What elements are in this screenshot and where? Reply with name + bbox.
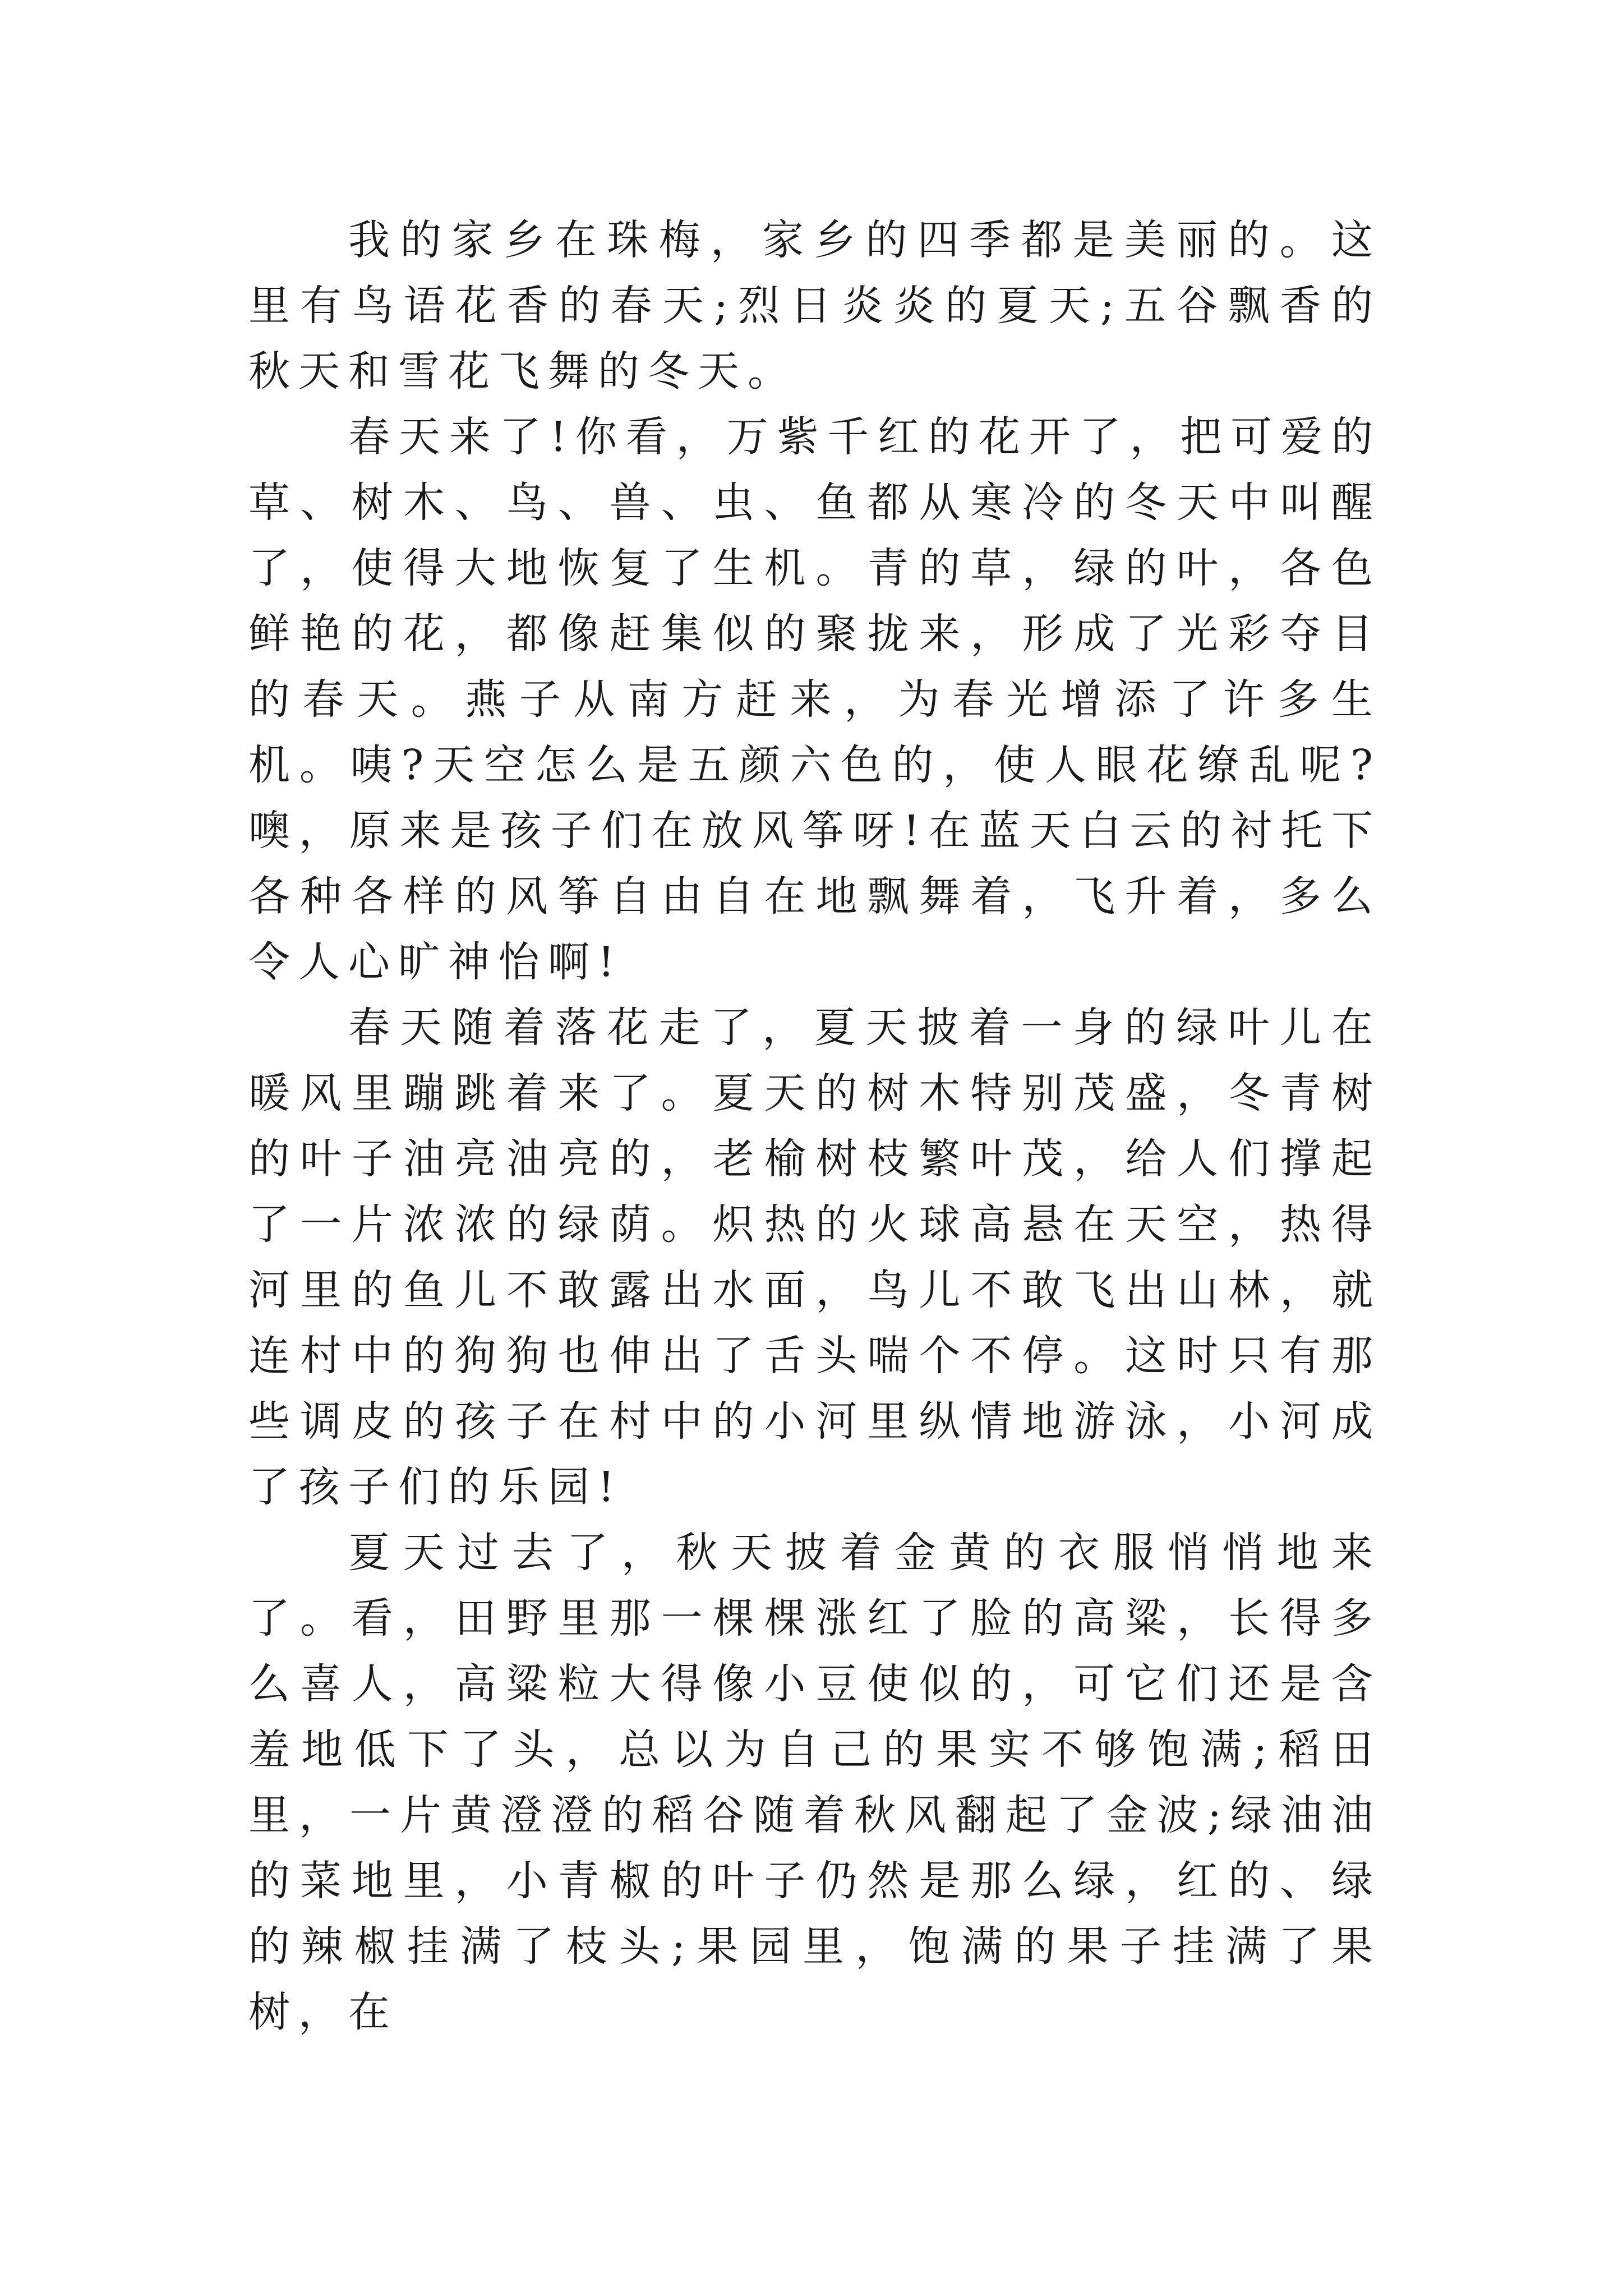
paragraph-intro: 我的家乡在珠梅，家乡的四季都是美丽的。这里有鸟语花香的春天;烈日炎炎的夏天;五谷飘香的秋天和雪花飞舞的冬天。 bbox=[248, 216, 1381, 395]
paragraph-summer: 春天随着落花走了，夏天披着一身的绿叶儿在暖风里蹦跳着来了。夏天的树木特别茂盛，冬青树的叶子油亮油亮的，老榆树枝繁叶茂，给人们撑起了一片浓浓的绿荫。炽热的火球高悬在天空，热得河里的鱼儿不敢露出水面，鸟儿不敢飞出山林，就连村中的狗狗也伸出了舌头喘个不停。这时只有那些调皮的孩子在村中的小河里纵情地游泳，小河成了孩子们的乐园! bbox=[248, 1004, 1381, 1511]
paragraph-autumn: 夏天过去了，秋天披着金黄的衣服悄悄地来了。看，田野里那一棵棵涨红了脸的高粱，长得多么喜人，高粱粒大得像小豆使似的，可它们还是含羞地低下了头，总以为自己的果实不够饱满;稻田里，一片黄澄澄的稻谷随着秋风翻起了金波;绿油油的菜地里，小青椒的叶子仍然是那么绿，红的、绿的辣椒挂满了枝头;果园里，饱满的果子挂满了果树，在 bbox=[248, 1529, 1381, 2036]
document-body bbox=[248, 208, 1381, 2045]
paragraph-spring: 春天来了!你看，万紫千红的花开了，把可爱的草、树木、鸟、兽、虫、鱼都从寒冷的冬天中叫醒了，使得大地恢复了生机。青的草，绿的叶，各色鲜艳的花，都像赶集似的聚拢来，形成了光彩夺目的春天。燕子从南方赶来，为春光增添了许多生机。咦?天空怎么是五颜六色的，使人眼花缭乱呢?噢，原来是孩子们在放风筝呀!在蓝天白云的衬托下各种各样的风筝自由自在地飘舞着，飞升着，多么令人心旷神怡啊! bbox=[248, 413, 1381, 986]
